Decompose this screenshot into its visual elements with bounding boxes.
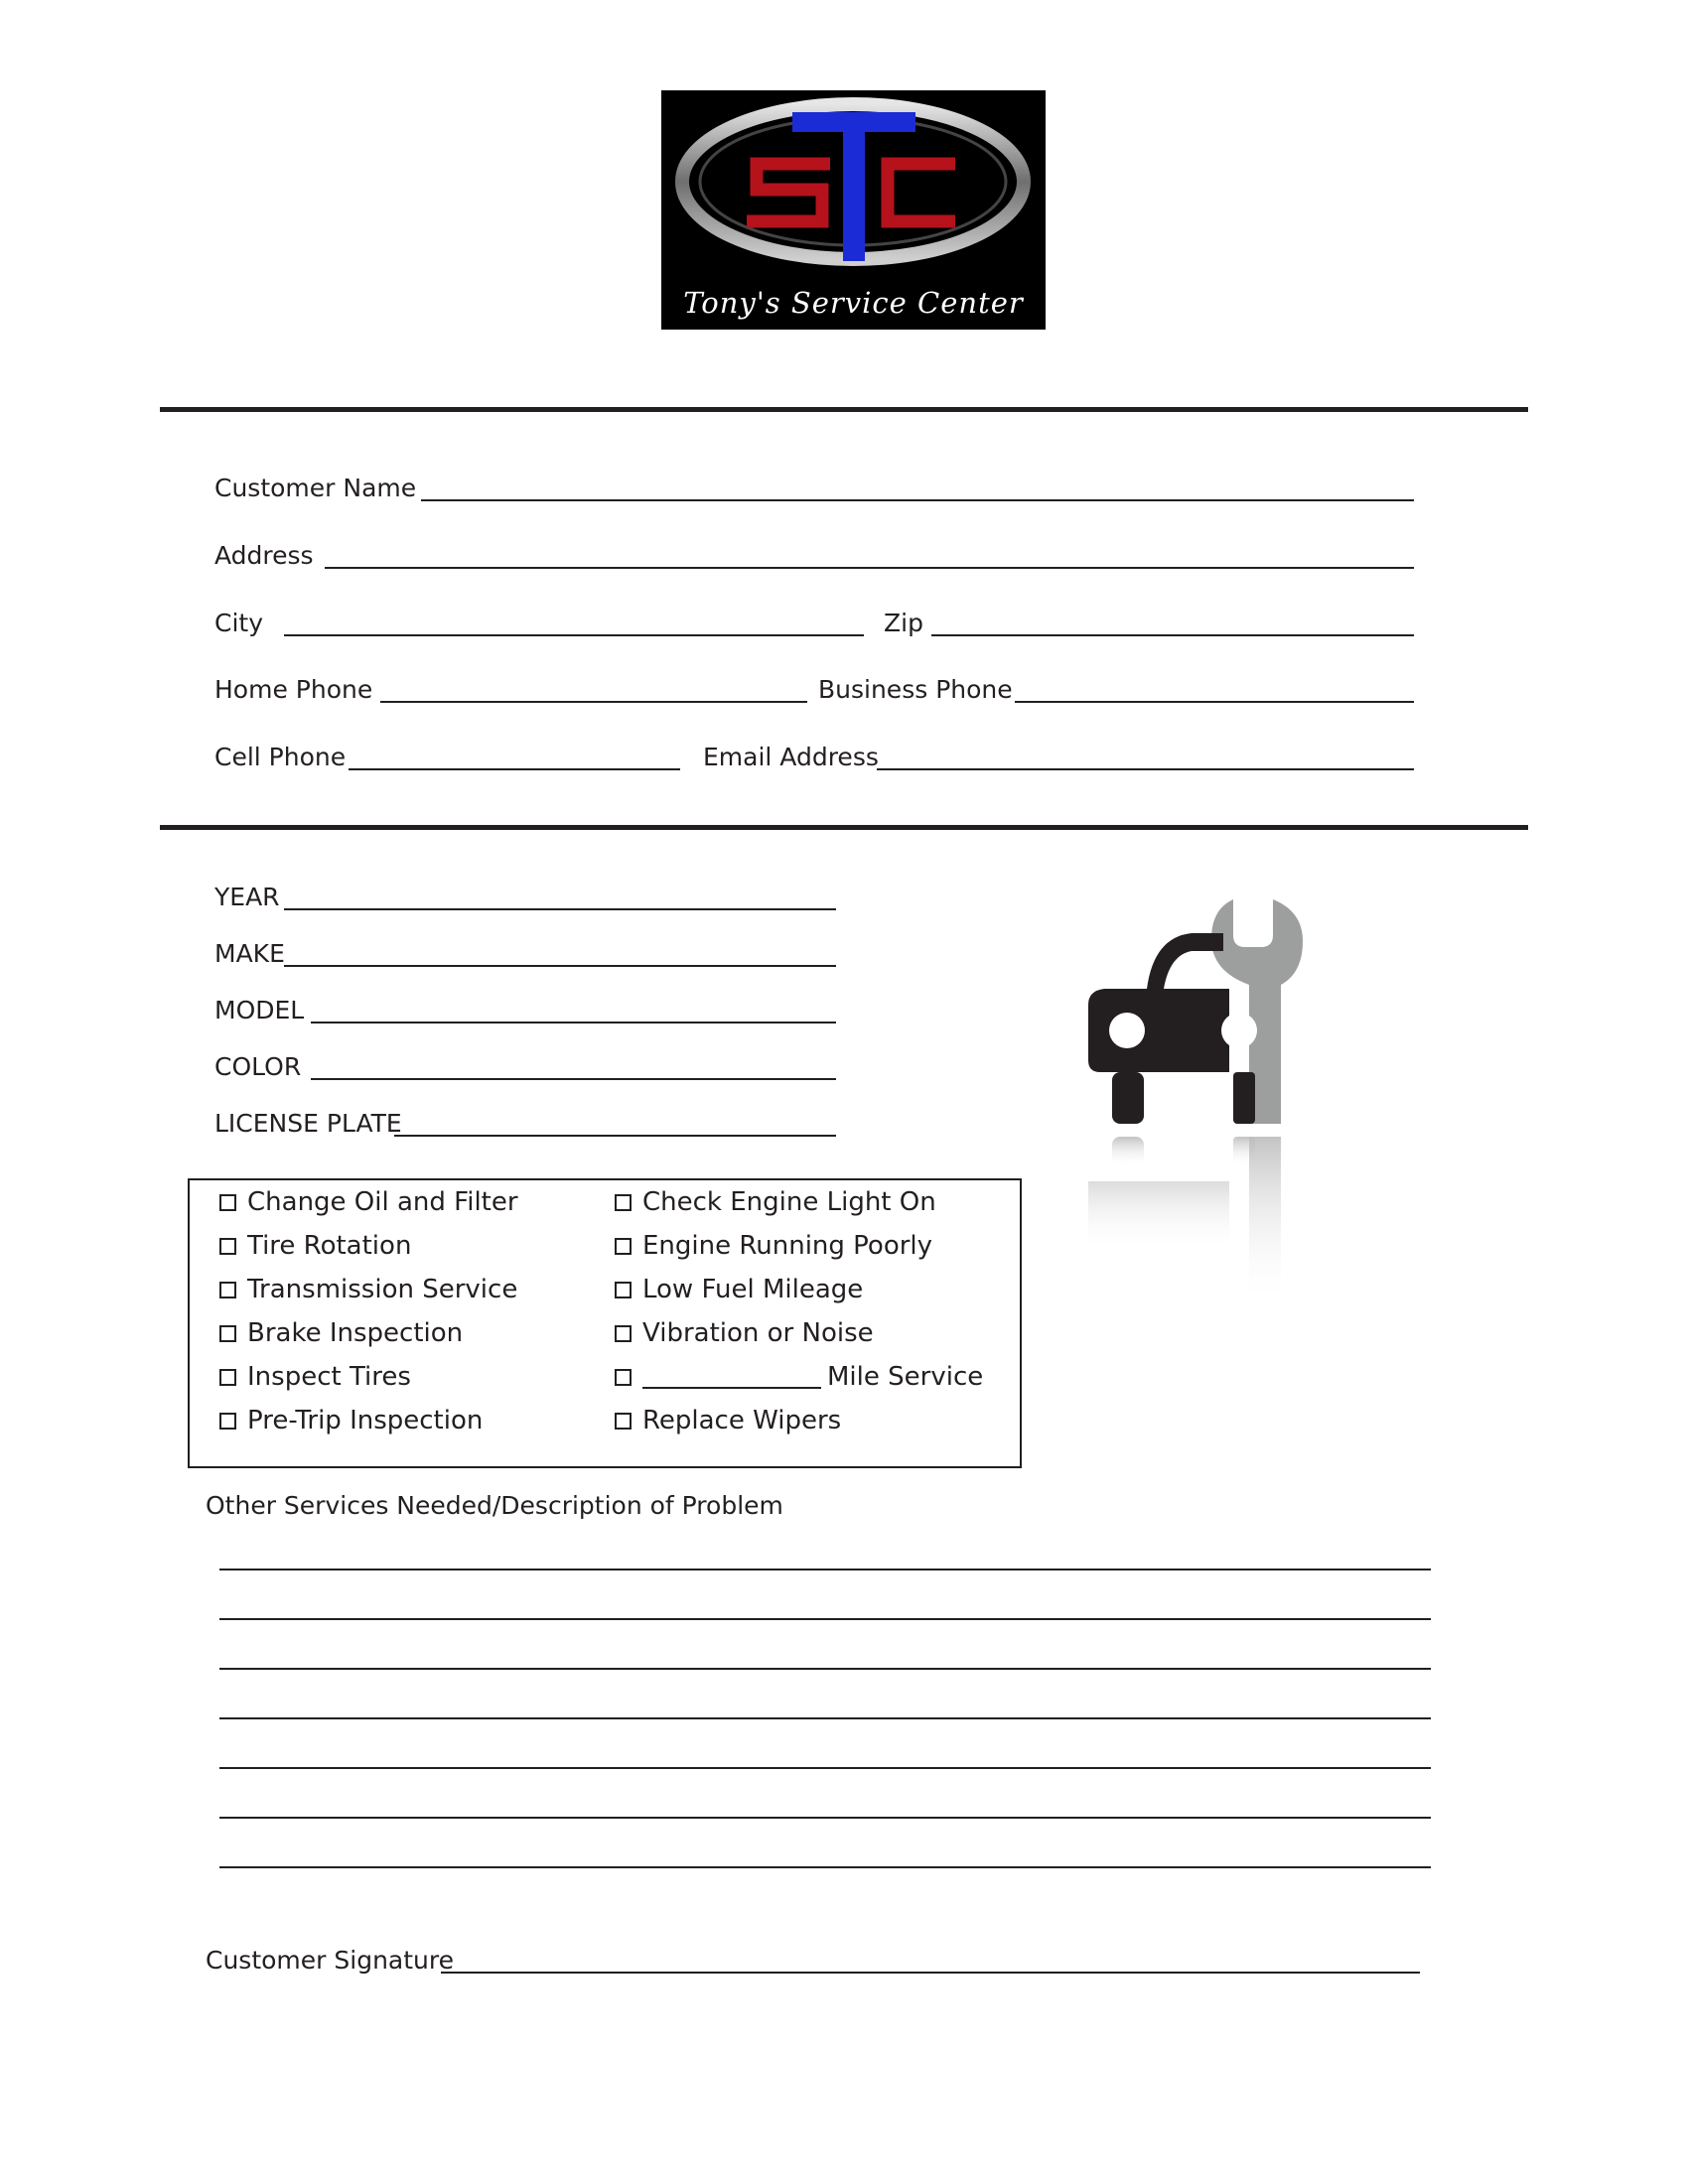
checkbox[interactable] (615, 1238, 632, 1255)
company-logo (661, 90, 1046, 330)
address-field[interactable] (325, 567, 1414, 569)
service-label: Replace Wipers (642, 1406, 842, 1435)
checkbox[interactable] (219, 1282, 236, 1298)
business-phone-label: Business Phone (818, 675, 1013, 704)
email-field[interactable] (877, 768, 1414, 770)
signature-field[interactable] (441, 1972, 1420, 1974)
description-line[interactable] (219, 1767, 1431, 1769)
checkbox[interactable] (615, 1282, 632, 1298)
service-label: Pre-Trip Inspection (247, 1406, 484, 1435)
description-line[interactable] (219, 1668, 1431, 1670)
service-option[interactable] (615, 1186, 936, 1218)
service-label: Mile Service (827, 1362, 984, 1392)
color-label: COLOR (214, 1052, 302, 1081)
top-divider (160, 407, 1528, 412)
service-option[interactable] (615, 1274, 863, 1305)
signature-label: Customer Signature (206, 1946, 454, 1975)
color-field[interactable] (311, 1078, 836, 1080)
service-label: Vibration or Noise (642, 1318, 874, 1348)
checkbox[interactable] (219, 1194, 236, 1211)
zip-label: Zip (884, 609, 923, 637)
description-line[interactable] (219, 1569, 1431, 1570)
customer-name-field[interactable] (421, 499, 1414, 501)
make-field[interactable] (284, 965, 836, 967)
other-services-label: Other Services Needed/Description of Problem (206, 1491, 783, 1520)
checkbox[interactable] (615, 1194, 632, 1211)
business-phone-field[interactable] (1015, 701, 1414, 703)
service-label: Brake Inspection (247, 1318, 464, 1348)
service-option[interactable] (219, 1274, 517, 1305)
service-option[interactable] (219, 1230, 411, 1262)
home-phone-label: Home Phone (214, 675, 373, 704)
car-wrench-icon (1082, 893, 1362, 1310)
city-field[interactable] (284, 634, 864, 636)
model-field[interactable] (311, 1022, 836, 1024)
service-option[interactable] (615, 1361, 983, 1393)
checkbox[interactable] (615, 1369, 632, 1386)
city-label: City (214, 609, 263, 637)
checkbox[interactable] (219, 1413, 236, 1430)
cell-phone-label: Cell Phone (214, 743, 347, 771)
services-checklist (188, 1178, 1022, 1468)
license-plate-field[interactable] (394, 1135, 836, 1137)
year-label: YEAR (214, 883, 280, 911)
service-label: Change Oil and Filter (247, 1187, 518, 1217)
customer-name-label: Customer Name (214, 474, 417, 502)
service-option[interactable] (219, 1361, 411, 1393)
model-label: MODEL (214, 996, 305, 1024)
home-phone-field[interactable] (380, 701, 807, 703)
service-option[interactable] (615, 1405, 841, 1436)
mile-service-field[interactable] (642, 1365, 821, 1389)
address-label: Address (214, 541, 314, 570)
service-label: Transmission Service (247, 1275, 518, 1304)
service-label: Engine Running Poorly (642, 1231, 933, 1261)
service-label: Inspect Tires (247, 1362, 411, 1392)
service-option[interactable] (615, 1230, 932, 1262)
checkbox[interactable] (615, 1325, 632, 1342)
service-option[interactable] (615, 1317, 874, 1349)
checkbox[interactable] (219, 1325, 236, 1342)
description-line[interactable] (219, 1866, 1431, 1868)
zip-field[interactable] (931, 634, 1414, 636)
make-label: MAKE (214, 939, 285, 968)
description-line[interactable] (219, 1817, 1431, 1819)
middle-divider (160, 825, 1528, 830)
service-label: Low Fuel Mileage (642, 1275, 864, 1304)
description-line[interactable] (219, 1717, 1431, 1719)
service-label: Check Engine Light On (642, 1187, 936, 1217)
email-label: Email Address (703, 743, 879, 771)
license-plate-label: LICENSE PLATE (214, 1109, 402, 1138)
checkbox[interactable] (615, 1413, 632, 1430)
service-option[interactable] (219, 1405, 483, 1436)
service-option[interactable] (219, 1317, 463, 1349)
description-line[interactable] (219, 1618, 1431, 1620)
cell-phone-field[interactable] (349, 768, 680, 770)
checkbox[interactable] (219, 1238, 236, 1255)
logo-tagline: Tony's Service Center (683, 286, 1024, 320)
service-option[interactable] (219, 1186, 518, 1218)
year-field[interactable] (284, 908, 836, 910)
service-label: Tire Rotation (247, 1231, 412, 1261)
checkbox[interactable] (219, 1369, 236, 1386)
